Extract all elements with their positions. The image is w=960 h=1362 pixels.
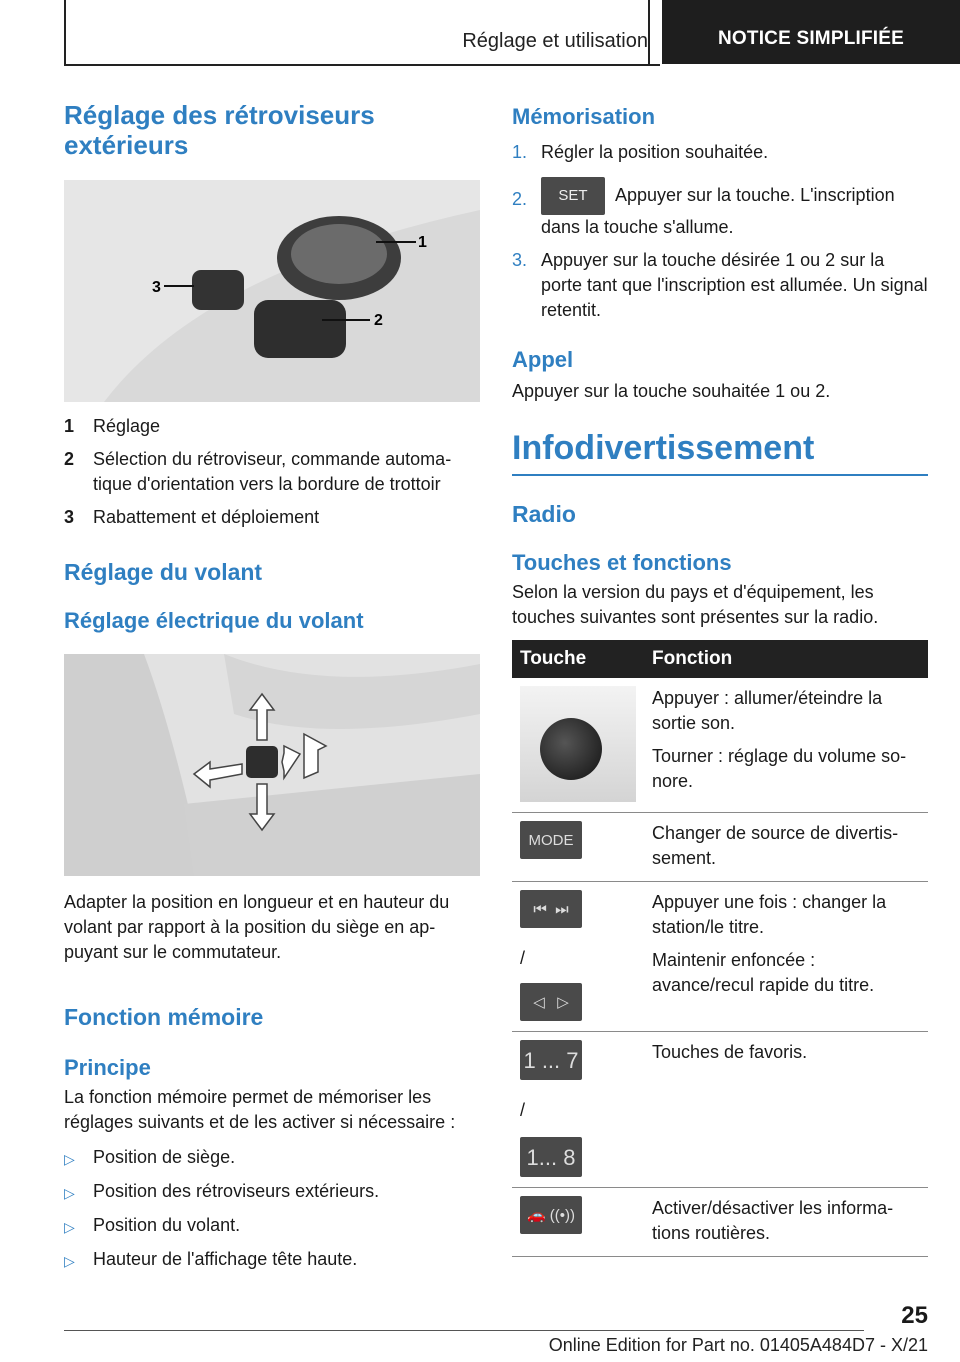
function-text: Tourner : réglage du volume sonore.: [652, 746, 907, 791]
callout-3: 3: [152, 279, 161, 296]
bullet-text: Position des rétroviseurs extérieurs.: [93, 1181, 380, 1201]
legend-num: 3: [64, 507, 75, 527]
mirror-controls-photo: [64, 180, 480, 402]
recall-heading: Appel: [512, 347, 574, 372]
key-cell: [512, 678, 644, 813]
key-cell: [512, 1032, 644, 1188]
step-text: Régler la position souhaitée.: [541, 142, 769, 162]
col-header-key: Touche: [512, 640, 644, 678]
triangle-bullet-icon: ▷: [64, 1151, 75, 1167]
function-cell: [644, 678, 928, 813]
function-cell: [644, 1188, 928, 1257]
memorize-steps: [512, 140, 928, 323]
step-text: Appuyer sur la touche désirée 1 ou 2 sur la porte tant que l'inscription est allumée. Un signal retentit.: [541, 250, 928, 320]
principle-text: La fonction mémoire permet de mémoriser les réglages suivants et de les activer si nécessaire :: [64, 1087, 456, 1132]
key-separator: /: [520, 948, 526, 968]
legend-item: [64, 447, 480, 497]
function-cell: [644, 882, 928, 1032]
legend-text: Rabattement et déploiement: [93, 507, 320, 527]
triangle-bullet-icon: ▷: [64, 1253, 75, 1269]
step-number: 3.: [512, 250, 528, 270]
memorize-heading: Mémorisation: [512, 104, 656, 129]
page-number: 25: [901, 1302, 928, 1329]
infotainment-heading: Infodivertissement: [512, 428, 928, 476]
table-row: [512, 882, 928, 1032]
list-item: [64, 1145, 480, 1172]
key-separator: /: [520, 1100, 526, 1120]
table-row: [512, 813, 928, 882]
function-cell: [644, 1032, 928, 1188]
traffic-info-icon: 🚗 ((•)): [520, 1196, 582, 1234]
legend-num: 1: [64, 416, 75, 436]
skip-buttons-icon: ⏮ ⏭: [520, 890, 582, 928]
principle-heading: Principe: [64, 1055, 151, 1080]
key-cell: [512, 813, 644, 882]
callout-1: 1: [418, 234, 427, 251]
key-cell: [512, 1188, 644, 1257]
step-number: 2.: [512, 189, 528, 209]
function-text: Appuyer une fois : changer la station/le titre.: [652, 892, 887, 937]
memory-bullets: [64, 1145, 480, 1274]
keys-heading: Touches et fonctions: [512, 550, 732, 575]
footer-rule: [64, 1330, 864, 1331]
bullet-text: Position du volant.: [93, 1215, 241, 1235]
function-text: Changer de source de divertissement.: [652, 823, 899, 868]
function-text: Touches de favoris.: [652, 1042, 808, 1062]
arrow-buttons-icon: ◁ ▷: [520, 983, 582, 1021]
step-number: 1.: [512, 142, 528, 162]
bullet-text: Position de siège.: [93, 1147, 236, 1167]
mirror-legend: [64, 414, 480, 530]
table-row: [512, 1032, 928, 1188]
steering-text: Adapter la position en longueur et en hauteur du volant par rapport à la position du siège en appuyant sur le commutateur.: [64, 892, 450, 962]
table-row: [512, 1188, 928, 1257]
key-cell: [512, 882, 644, 1032]
header-rule-left: [64, 0, 66, 66]
section-title: Réglage et utilisation: [462, 30, 648, 52]
legend-item: [64, 505, 480, 530]
step-item: [512, 140, 928, 165]
steering-subheading: Réglage électrique du volant: [64, 608, 364, 633]
triangle-bullet-icon: ▷: [64, 1219, 75, 1235]
memory-heading: Fonction mémoire: [64, 1004, 264, 1030]
legend-num: 2: [64, 449, 75, 469]
edition-note: Online Edition for Part no. 01405A484D7 - X/21: [548, 1335, 928, 1355]
mirrors-heading: Réglage des rétroviseurs extérieurs: [64, 100, 375, 160]
keys-table: [512, 640, 928, 1257]
function-cell: [644, 813, 928, 882]
steering-switch-photo: [64, 654, 480, 876]
steering-heading: Réglage du volant: [64, 559, 263, 585]
favorites-1-7-icon: 1 ... 7: [520, 1040, 582, 1080]
header-rule-mid: [648, 0, 650, 66]
volume-knob-icon: [520, 686, 636, 802]
table-header-row: [512, 640, 928, 678]
list-item: [64, 1179, 480, 1206]
keys-intro: Selon la version du pays et d'équipement, les touches suivantes sont présentes sur la radio.: [512, 582, 879, 627]
step-item: [512, 248, 928, 323]
favorites-1-8-icon: 1... 8: [520, 1137, 582, 1177]
page-header: [0, 0, 960, 66]
function-text: Activer/désactiver les informations routières.: [652, 1198, 894, 1243]
bullet-text: Hauteur de l'affichage tête haute.: [93, 1249, 358, 1269]
set-key-icon: SET: [541, 177, 605, 215]
list-item: [64, 1247, 480, 1274]
step-item: [512, 177, 928, 240]
left-column: [64, 100, 480, 1281]
mode-key-icon: MODE: [520, 821, 582, 859]
triangle-bullet-icon: ▷: [64, 1185, 75, 1201]
chapter-tab: NOTICE SIMPLIFIÉE: [662, 0, 960, 64]
legend-text: Sélection du rétroviseur, commande automatique d'orientation vers la bordure de trottoir: [93, 449, 452, 494]
step-body: [541, 177, 928, 240]
legend-text: Réglage: [93, 416, 161, 436]
function-text: Appuyer : allumer/éteindre la sortie son.: [652, 688, 883, 733]
legend-item: [64, 414, 480, 439]
function-text: Maintenir enfoncée : avance/recul rapide du titre.: [652, 950, 875, 995]
right-column: [512, 100, 928, 1257]
radio-heading: Radio: [512, 501, 576, 527]
list-item: [64, 1213, 480, 1240]
header-rule-bottom: [64, 64, 660, 66]
callout-2: 2: [374, 312, 383, 329]
table-row: [512, 678, 928, 813]
col-header-function: Fonction: [644, 640, 928, 678]
recall-text: Appuyer sur la touche souhaitée 1 ou 2.: [512, 381, 831, 401]
step-text: Appuyer sur la touche. L'inscription dans la touche s'allume.: [541, 184, 895, 237]
